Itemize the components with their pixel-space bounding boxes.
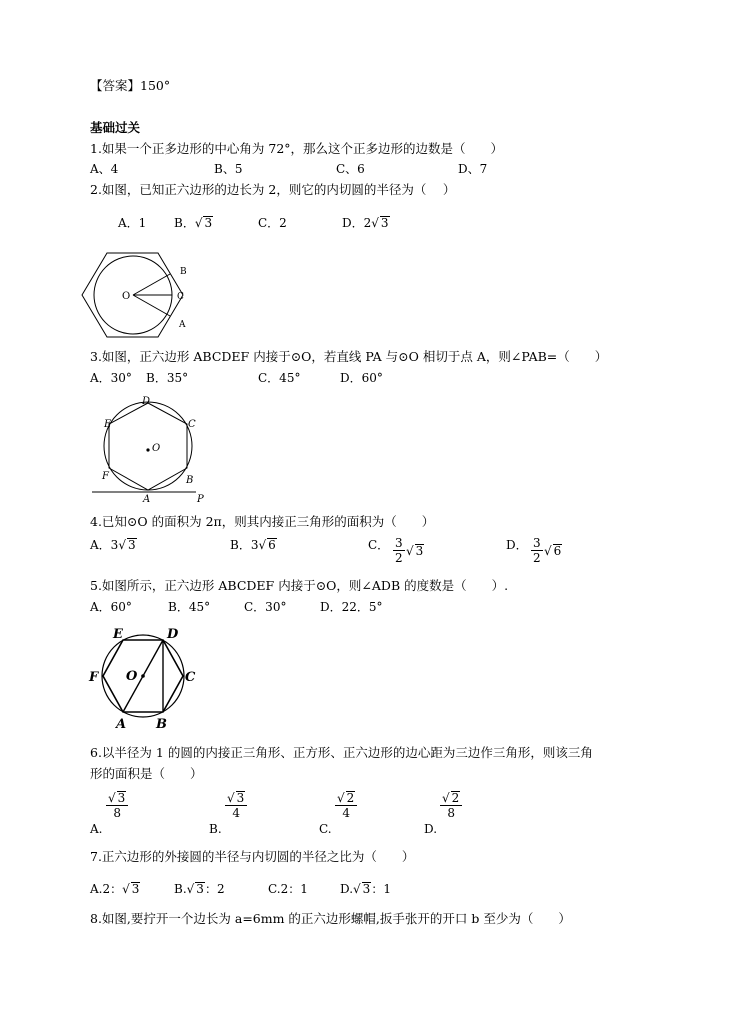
q1-option-c: C、6 (336, 162, 365, 176)
q5-label-b: B (156, 717, 167, 732)
q4-option-c-fraction: $\frac{3}{2}$ (395, 536, 403, 565)
q1-option-b: B、5 (214, 162, 243, 176)
q5-option-b: B．45° (168, 600, 211, 614)
q6-option-b-label: B. (209, 822, 222, 836)
q5-label-d: D (167, 627, 179, 642)
q3-option-b: B．35° (146, 371, 189, 385)
q5-option-c: C．30° (244, 600, 287, 614)
q3-option-d: D．60° (340, 371, 383, 385)
q2-stem: 2.如图，已知正六边形的边长为 2，则它的内切圆的半径为（ ） (90, 182, 456, 197)
q2-label-o: O (122, 291, 131, 302)
q1-option-d: D、7 (458, 162, 488, 176)
q3-label-b: B (186, 475, 194, 486)
q1-stem: 1.如果一个正多边形的中心角为 72°，那么这个正多边形的边数是（ ） (90, 141, 504, 156)
q2-figure (88, 250, 198, 340)
q2-label-c: C (177, 292, 184, 302)
q4-option-d: D． (506, 538, 528, 552)
q3-label-c: C (188, 419, 196, 430)
answer-line: 【答案】150° (90, 78, 171, 93)
q3-label-a: A (143, 494, 151, 505)
q6-option-d-label: D. (424, 822, 438, 836)
q6-option-c-label: C. (319, 822, 332, 836)
q4-stem: 4.已知⊙O 的面积为 2π，则其内接正三角形的面积为（ ） (90, 514, 435, 529)
q3-option-a: A．30° (90, 371, 132, 385)
q5-option-d: D．22．5° (320, 600, 383, 614)
q2-label-b: B (180, 267, 187, 277)
q3-figure (100, 395, 230, 505)
q7-option-c: C.2：1 (268, 882, 308, 896)
q5-label-c: C (185, 670, 196, 685)
q6-option-a-label: A. (90, 822, 103, 836)
q4-option-b: B．3√ 6 (230, 538, 276, 552)
q6-stem-line2: 形的面积是（ ） (90, 766, 203, 781)
q5-label-f: F (89, 670, 99, 685)
q6-stem-line1: 6.以半径为 1 的圆的内接正三角形、正方形、正六边形的边心距为三边作三角形，则该三角 (90, 745, 593, 760)
q4-option-d-fraction: $\frac{3}{2}$ (533, 536, 541, 565)
q2-label-a: A (179, 320, 186, 330)
q3-label-e: E (104, 419, 112, 430)
q5-option-a: A．60° (90, 600, 132, 614)
q7-option-b: B.√ 3：2 (174, 882, 225, 896)
q4-option-a: A．3√ 3 (90, 538, 136, 552)
q2-option-d: D．2√ 3 (342, 216, 389, 230)
q7-stem: 7.正六边形的外接圆的半径与内切圆的半径之比为（ ） (90, 849, 415, 864)
q3-option-c: C．45° (258, 371, 301, 385)
q5-label-e: E (113, 627, 123, 642)
q2-option-c: C．2 (258, 216, 287, 230)
q6-option-a-fraction: $\frac{√ 3}{8}$ (106, 791, 128, 820)
q3-label-d: D (142, 396, 151, 407)
q4-option-c: C． (368, 538, 390, 552)
q4-option-d-root: √ 6 (544, 544, 562, 558)
q5-label-o: O (126, 669, 138, 684)
q3-label-p: P (197, 494, 204, 505)
q5-figure (88, 624, 208, 734)
q7-option-a: A.2：√ 3 (90, 882, 140, 896)
q5-label-a: A (116, 717, 127, 732)
q5-stem: 5.如图所示，正六边形 ABCDEF 内接于⊙O，则∠ADB 的度数是（ ）. (90, 578, 509, 593)
q2-option-b: B．√ 3 (174, 216, 213, 230)
q3-stem: 3.如图，正六边形 ABCDEF 内接于⊙O，若直线 PA 与⊙O 相切于点 A，则∠PAB=（ ） (90, 349, 608, 364)
q6-option-c-fraction: $\frac{√ 2}{4}$ (335, 791, 357, 820)
q3-label-o: O (152, 443, 161, 454)
q3-label-f: F (102, 471, 109, 482)
q6-option-b-fraction: $\frac{√ 3}{4}$ (225, 791, 247, 820)
q2-option-a: A．1 (118, 216, 147, 230)
section-heading: 基础过关 (90, 120, 141, 135)
q7-option-d: D.√ 3：1 (340, 882, 391, 896)
q8-stem: 8.如图,要拧开一个边长为 a=6mm 的正六边形螺帽,扳手张开的开口 b 至少为（ ） (90, 911, 571, 926)
q6-option-d-fraction: $\frac{√ 2}{8}$ (440, 791, 462, 820)
q4-option-c-root: √ 3 (406, 544, 424, 558)
q1-option-a: A、4 (90, 162, 119, 176)
